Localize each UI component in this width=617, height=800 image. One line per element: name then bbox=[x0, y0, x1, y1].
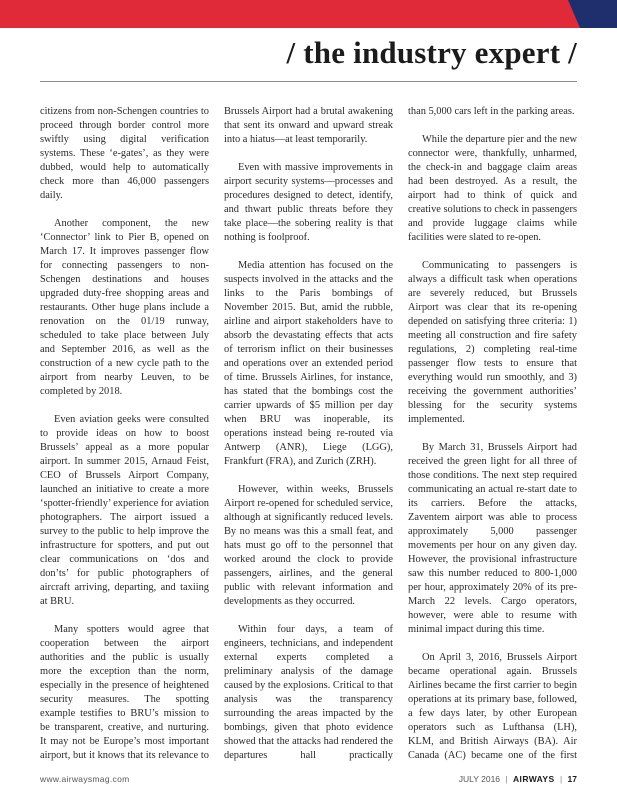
paragraph: However, within weeks, Brussels Airport re-opened for scheduled service, although at significantly reduced levels. By no means was this a small feat, and hats must go off to the personnel that worked around the clock to provide passengers, airlines, and the general public with relevant information and developments as they occurred. bbox=[224, 484, 393, 607]
paragraph: By March 31, Brussels Airport had received the green light for all three of those conditions. The next step required communicating an actual re-start date to its carriers. Before the attacks, Zaventem airport was able to process approximately 5,000 passenger movements per hour on any given day. However, the provisional infrastructure saw this number reduced to 800-1,000 per hour, approximately 20% of its pre-March 22 levels. Cargo operators, however, were able to resume with minimal impact during this time. bbox=[408, 442, 577, 635]
flag-blue-band bbox=[580, 0, 617, 28]
article-column-3 bbox=[408, 105, 577, 762]
paragraph: Brussels Airport had a brutal awakening that sent its onward and upward streak into a hiatus—at least temporarily. bbox=[224, 106, 393, 145]
footer-folio bbox=[459, 774, 577, 784]
issue-date: JULY 2016 bbox=[458, 774, 501, 784]
paragraph: Even aviation geeks were consulted to provide ideas on how to boost Brussels’ appeal as a more popular airport. In summer 2015, Arnaud Feist, CEO of Brussels Airport Company, launched an initiative to create a more ‘spotter-friendly’ experience for aviation photographers. The airport issued a survey to the public to help improve the infrastructure for spotters, and put out clear communications on ‘dos and don’ts’ for public photographers of aircraft arriving, departing, and taxiing at BRU. bbox=[40, 414, 209, 607]
paragraph: On April 3, 2016, Brussels Airport became operational again. Brussels Airlines became the first carrier to begin operations at its primary base, followed, a few days later, by other European operators such as Lufthansa (LH), KLM, and British Airways (BA). Air Canada (AC) became one of the first bbox=[408, 652, 577, 761]
paragraph: than 5,000 cars left in the parking areas. bbox=[408, 106, 575, 117]
article-column-1 bbox=[40, 105, 209, 762]
section-kicker: / the industry expert / bbox=[286, 35, 577, 70]
flag-notch bbox=[568, 0, 580, 28]
paragraph: Media attention has focused on the suspects involved in the attacks and the links to the Paris bombings of November 2015. But, amid the rubble, airline and airport stakeholders have to absorb the devastating effects that acts of terrorism inflict on their businesses and operations over an extended period of time. Brussels Airlines, for instance, has stated that the bombings cost the carrier upwards of $5 million per day when BRU was inoperable, its operations instead being re-routed via Antwerp (ANR), Liege (LGG), Frankfurt (FRA), and Zurich (ZRH). bbox=[224, 260, 393, 467]
page-number: 17 bbox=[567, 774, 577, 784]
flag-red-band bbox=[0, 0, 580, 28]
footer-separator: | bbox=[505, 774, 508, 784]
paragraph: Communicating to passengers is always a difficult task when operations are severely reduced, but Brussels Airport was clear that its re-opening depended on satisfying three criteria: 1) meeting all construction and fire safety regulations, 2) completing real-time passenger flow tests to ensure that everything would run smoothly, and 3) receiving the government authorities’ blessing for the security systems implemented. bbox=[408, 260, 577, 425]
paragraph: Even with massive improvements in airport security systems—processes and procedures designed to detect, identify, and thwart public threats before they take place—the sobering reality is that nothing is foolproof. bbox=[224, 162, 393, 243]
footer-separator: | bbox=[559, 774, 563, 784]
paragraph: Another component, the new ‘Connector’ link to Pier B, opened on March 17. It improves passenger flow for connecting passengers to non-Schengen destinations and houses upgraded duty-free shopping areas and restaurants. Other huge plans include a renovation on the 01/19 runway, scheduled to take place between July and September 2016, as well as the construction of a new cycle path to the airport from nearby Leuven, to be completed by 2018. bbox=[40, 218, 209, 397]
website-link[interactable]: www.airwaysmag.com bbox=[40, 774, 130, 784]
header-rule bbox=[40, 81, 577, 82]
paragraph: Many spotters would agree that cooperation between the airport authorities and the public is usually more the exception than the norm, especially in the presence of heightened security measures. The spotting example testifies to BRU’s mission to be transparent, creative, and nurturing. It may not be Europe’s most important airport, but it knows that its relevance to bbox=[40, 624, 209, 761]
header-flag-banner bbox=[0, 0, 617, 28]
paragraph: Within four days, a team of engineers, technicians, and independent external experts completed a preliminary analysis of the damage caused by the explosions. Critical to that analysis was the transparency surrounding the areas impacted by the bombings, given that photo evidence showed that the attacks had rendered the departures hall practically bbox=[224, 624, 393, 761]
paragraph: While the departure pier and the new connector were, thankfully, unharmed, the check-in and baggage claim areas had been destroyed. As a result, the airport had to think of quick and creative solutions to check in passengers and provide luggage claims while facilities were slated to re-open. bbox=[408, 134, 577, 243]
magazine-name: AIRWAYS bbox=[513, 774, 555, 784]
article-column-2 bbox=[224, 105, 393, 762]
article-body bbox=[40, 105, 577, 762]
paragraph: citizens from non-Schengen countries to proceed through border control more swiftly using digital verification systems. These ‘e-gates’, as they were dubbed, would help to automatically check more than 46,000 passengers daily. bbox=[40, 106, 209, 201]
page-footer bbox=[40, 774, 577, 788]
